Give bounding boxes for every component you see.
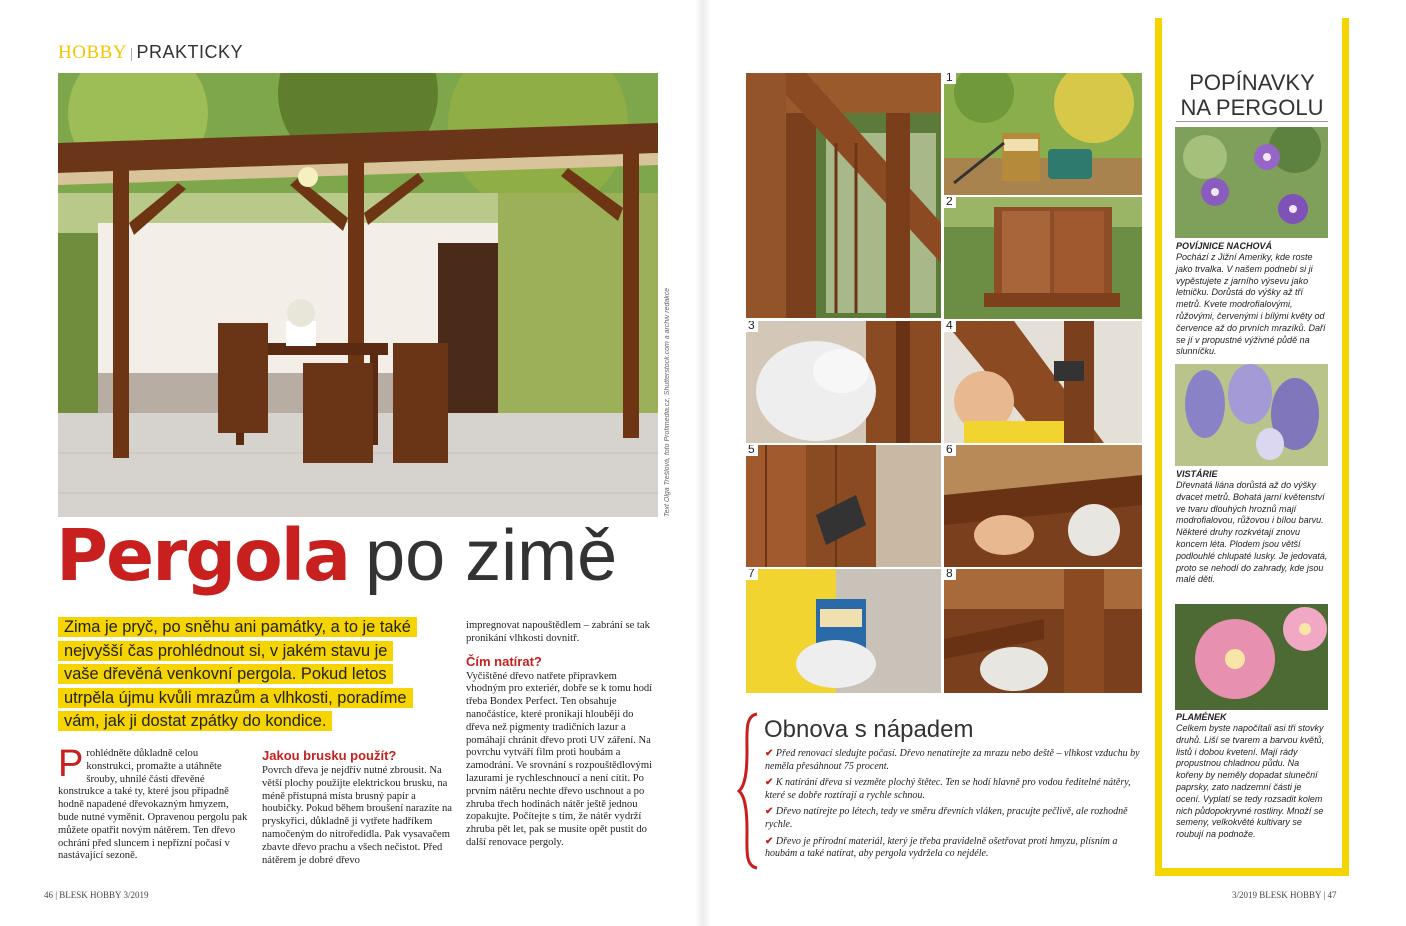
check-icon: ✔: [765, 777, 774, 789]
body-column-1: [58, 743, 248, 863]
check-icon: ✔: [765, 806, 774, 818]
tip-item: [765, 836, 1150, 861]
tip-text: Dřevo je přírodní materiál, který je třeba pravidelně ošetřovat proti hmyzu, plísním a houbám a také natírat, aby pergola vydržela co nejdéle.: [765, 835, 1118, 860]
section-hobby: HOBBY: [58, 42, 128, 63]
sidebar-title-rule: [1176, 121, 1328, 122]
tips-title: Obnova s nápadem: [764, 716, 974, 743]
plant-name: PLAMÉNEK: [1176, 712, 1227, 722]
sidebar-title-line2: NA PERGOLU: [1180, 95, 1324, 120]
lead-line: vaše dřevěná venkovní pergola. Pokud letos: [58, 664, 393, 684]
grid-photo-main: [746, 73, 941, 318]
section-header: [58, 42, 243, 64]
photo-credit: Text Olga Trešlová, foto Profimedia.cz, Shutterstock.com a archiv redakce: [664, 287, 671, 517]
tip-text: K natírání dřeva si vezměte plochý štětec. Ten se hodí hlavně pro vodou ředitelné nátěry, které se dobře roztírají a rychle schnou.: [765, 777, 1131, 801]
headline-bold: Pergola: [56, 514, 350, 597]
col1-text: rohlédněte důkladně celou konstrukci, promažte a utáhněte šrouby, uhnilé části dřevěné konstrukce a také ty, které jsou případně hodně napadené dřevokazným hmyzem, bude nutné vyměnit. Opravenou pergolu pak můžete opatřit novým nátěrem. Ten dřevo ochrání před sluncem i nepřízní počasí v nastávající sezoně.: [58, 748, 248, 862]
subhead-grinder: Jakou brusku použít?: [262, 748, 397, 763]
tip-text: Dřevo natírejte po létech, tedy ve směru dřevních vláken, pracujte pečlivě, ale rozhodně rychle.: [765, 806, 1128, 830]
grid-photo-6: [944, 445, 1142, 567]
grid-photo-7: [746, 569, 941, 693]
plant-description: Pochází z Jižní Ameriky, kde roste jako trvalka. V našem podnebí si ji vypěstujete z jarního výsevu jako letničku. Dorůstá do výšky až tří metrů. Kvete modrofialovými, růžovými, červenými i bílými květy od července až do prvních mrazíků. Daří se jí v propustné výživné půdě na slunníčku.: [1176, 252, 1326, 357]
check-icon: ✔: [765, 835, 774, 847]
check-icon: ✔: [765, 748, 774, 759]
step-number: 8: [944, 569, 956, 580]
section-separator: |: [130, 46, 134, 62]
grid-photo-8: [944, 569, 1142, 693]
plant-entry-2: [1176, 468, 1328, 586]
body-column-3: [466, 620, 658, 850]
tip-item: [765, 748, 1150, 773]
plant-description: Dřevnatá liána dorůstá až do výšky dvacet metrů. Bohatá jarní květenství ve tvaru dlouhých hroznů mají modrofialovou, růžovou i bílou barvu. Některé druhy rozkvétají znovu koncem léta. Plodem jsou větší podlouhlé chlupaté lusky. Je jedovatá, proto se nehodí do zahrady, kde jsou malé děti.: [1176, 480, 1328, 585]
col3-text-2: Vyčištěné dřevo natřete přípravkem vhodným pro exteriér, dobře se k tomu hodí třeba Bondex Perfect. Ten obsahuje nanočástice, které pronikají hlouběji do dřeva než pigmenty tradičních lazur a pomáhají chránit dřevo proti UV záření. Na povrchu vytváří film proti houbám a zamodrání. Ve srovnání s rozpouštědlovými lazurami je rychleschnoucí a není cítit. Po prvním nátěru nechte dřevo uschnout a po zhruba třech hodinách nátěr ještě jednou zopakujte. Počítejte s tím, že nátěr vydrží zhruba pět let, pak se musíte opět pustit do další renovace pergoly.: [466, 670, 653, 848]
col3-text-1: impregnovat napouštědlem – zabrání se tak pronikání vlhkosti dovnitř.: [466, 620, 650, 644]
folio-left: 46 | BLESK HOBBY 3/2019: [44, 890, 149, 900]
plant-photo-morning-glory: [1175, 127, 1328, 238]
step-number: 1: [944, 73, 956, 84]
step-number: 3: [746, 321, 758, 332]
tip-text: Před renovací sledujte počasí. Dřevo nenatírejte za mrazu nebo deště – vlhkost vzduchu by neměla přesáhnout 75 procent.: [765, 748, 1140, 772]
headline-light: po zimě: [365, 516, 618, 596]
subhead-coating: Čím natírat?: [466, 653, 542, 669]
grid-photo-3: [746, 321, 941, 443]
step-number: 7: [746, 569, 758, 580]
grid-photo-2: [944, 197, 1142, 319]
sidebar-title-line1: POPÍNAVKY: [1189, 70, 1315, 95]
step-number: 2: [944, 197, 956, 208]
folio-right: 3/2019 BLESK HOBBY | 47: [1232, 890, 1337, 900]
plant-entry-1: [1176, 240, 1328, 358]
plant-photo-wisteria: [1175, 364, 1328, 466]
plant-name: VISTÁRIE: [1176, 469, 1218, 479]
plant-description: Celkem byste napočítali asi tři stovky druhů. Liší se tvarem a barvou květů, listů i dobou kvetení. Mají rády propustnou chladnou půdu. Na kořeny by neměly dopadat sluneční paprsky, zato nadzemní části je ocení. Vyplatí se tedy rozsadit kolem nich půdopokryvné rostliny. Množí se semeny, velkokvěté kultivary se roubují na podnože.: [1176, 723, 1325, 840]
plant-entry-3: [1176, 711, 1328, 841]
grid-photo-1: [944, 73, 1142, 195]
tips-brace: [737, 712, 759, 870]
body-column-2: [262, 748, 452, 867]
grid-photo-5: [746, 445, 941, 567]
col2-text: Povrch dřeva je nejdřív nutné zbrousit. Na větší plochy použijte elektrickou brusku, na méně přístupná místa brusný papír a houbičky. Pokud během broušení narazíte na pryskyřici, důkladně ji vytřete hadříkem namočeným do nitroředidla. Pak vysavačem zbavte dřevo prachu a všech nečistot. Před nátěrem je dobré dřevo: [262, 765, 452, 866]
grid-photo-4: [944, 321, 1142, 443]
step-number: 4: [944, 321, 956, 332]
tip-item: [765, 806, 1150, 831]
hero-pergola-photo: [58, 73, 658, 517]
section-name: PRAKTICKY: [136, 42, 244, 62]
sidebar-title: [1162, 70, 1342, 120]
lead-line: vám, jak ji dostat zpátky do kondice.: [58, 711, 332, 731]
lead-paragraph: [58, 616, 448, 734]
article-headline: [56, 514, 618, 597]
tips-list: [765, 748, 1150, 865]
step-number: 5: [746, 445, 758, 456]
plant-photo-clematis: [1175, 604, 1328, 710]
drop-cap: P: [58, 743, 84, 785]
lead-line: Zima je pryč, po sněhu ani památky, a to je také: [58, 617, 417, 637]
lead-line: utrpěla újmu kvůli mrazům a vlhkosti, poradíme: [58, 688, 413, 708]
page-gutter: [695, 0, 711, 926]
step-number: 6: [944, 445, 956, 456]
plant-name: POVÍJNICE NACHOVÁ: [1176, 241, 1273, 251]
lead-line: nejvyšší čas prohlédnout si, v jakém stavu je: [58, 641, 393, 661]
tip-item: [765, 777, 1150, 802]
